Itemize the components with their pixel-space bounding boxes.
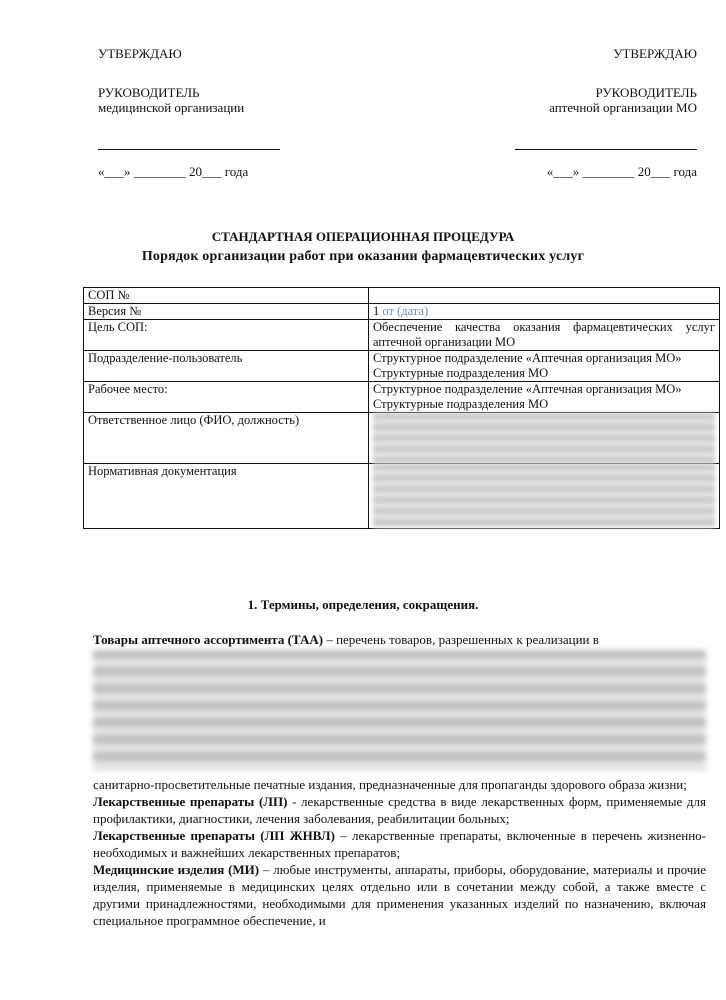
term-taa: Товары аптечного ассортимента (ТАА) (93, 632, 324, 647)
table-row-workplace (84, 382, 720, 413)
table-row-responsible (84, 413, 720, 464)
responsible-value-redacted (369, 413, 720, 464)
approval-right-heading: УТВЕРЖДАЮ (613, 46, 697, 61)
normative-label: Нормативная документация (84, 464, 369, 529)
definition-mi: – любые инструменты, аппараты, приборы, оборудование, материалы и прочие изделия, применяемые в медицинских целях отдельно или в сочетании между собой, а также вместе с другими принадлежностями, необходимыми для применения указанных изделий по назначению, включая специальное программное обеспечение, и (93, 862, 707, 928)
approval-right-date: «___» ________ 20___ года (546, 164, 697, 179)
workplace-value-2: Структурные подразделения МО (373, 397, 549, 411)
document-subtitle: Порядок организации работ при оказании фармацевтических услуг (141, 249, 585, 264)
workplace-value (369, 382, 720, 413)
version-label: Версия № (84, 304, 369, 320)
approval-left-date: «___» ________ 20___ года (98, 164, 249, 179)
term-mi: Медицинские изделия (МИ) (93, 862, 260, 877)
responsible-label: Ответственное лицо (ФИО, должность) (84, 413, 369, 464)
paragraph-lp (93, 793, 706, 827)
paragraph-taa-continued: санитарно-просветительные печатные издания, предназначенные для пропаганды здорового образа жизни; (93, 777, 687, 792)
unit-value (369, 351, 720, 382)
redacted-text-block (93, 650, 706, 770)
term-lp: Лекарственные препараты (ЛП) (93, 794, 288, 809)
table-row-unit (84, 351, 720, 382)
redacted-block (373, 464, 715, 528)
paragraph-taa (93, 631, 706, 648)
definition-taa: – перечень товаров, разрешенных к реализации в (323, 632, 599, 647)
goal-value: Обеспечение качества оказания фармацевтических услуг аптечной организации МО (369, 320, 720, 351)
definition-lp: - лекарственные средства в виде лекарственных форм, применяемые для профилактики, диагностики, лечения заболевания, реабилитации больных; (93, 794, 706, 826)
section-heading: 1. Термины, определения, сокращения. (247, 597, 479, 612)
paragraph-zhnvl (93, 827, 706, 861)
version-value (369, 304, 720, 320)
table-row-normative (84, 464, 720, 529)
goal-label: Цель СОП: (84, 320, 369, 351)
table-row-sop-no (84, 288, 720, 304)
table-row-version (84, 304, 720, 320)
redacted-block (373, 413, 715, 463)
workplace-value-1: Структурное подразделение «Аптечная организация МО» (373, 382, 682, 396)
unit-value-1: Структурное подразделение «Аптечная организация МО» (373, 351, 682, 365)
definitions-list (93, 776, 706, 929)
sop-no-label: СОП № (84, 288, 369, 304)
definition-zhnvl: – лекарственные препараты, включенные в перечень жизненно-необходимых и важнейших лекарственных препаратов; (93, 828, 706, 860)
approval-left-heading: УТВЕРЖДАЮ (98, 46, 182, 61)
approval-left-signature-line (98, 149, 280, 150)
approval-right-signature-line (515, 149, 697, 150)
paragraph-mi (93, 861, 706, 929)
approval-right-role: РУКОВОДИТЕЛЬ (595, 85, 697, 100)
sop-no-value (369, 288, 720, 304)
term-zhnvl: Лекарственные препараты (ЛП ЖНВЛ) (93, 828, 335, 843)
document-title: СТАНДАРТНАЯ ОПЕРАЦИОННАЯ ПРОЦЕДУРА (211, 229, 515, 244)
version-number: 1 (373, 304, 380, 318)
approval-left-role: РУКОВОДИТЕЛЬ (98, 85, 200, 100)
version-date-placeholder: от (дата) (382, 304, 429, 318)
table-row-goal (84, 320, 720, 351)
approval-right-org: аптечной организации МО (549, 100, 697, 115)
sop-info-table (83, 287, 720, 529)
approval-block-left (98, 46, 308, 179)
approval-left-org: медицинской организации (98, 100, 245, 115)
unit-value-2: Структурные подразделения МО (373, 366, 549, 380)
approval-block-right (487, 46, 697, 179)
normative-value-redacted (369, 464, 720, 529)
workplace-label: Рабочее место: (84, 382, 369, 413)
unit-label: Подразделение-пользователь (84, 351, 369, 382)
